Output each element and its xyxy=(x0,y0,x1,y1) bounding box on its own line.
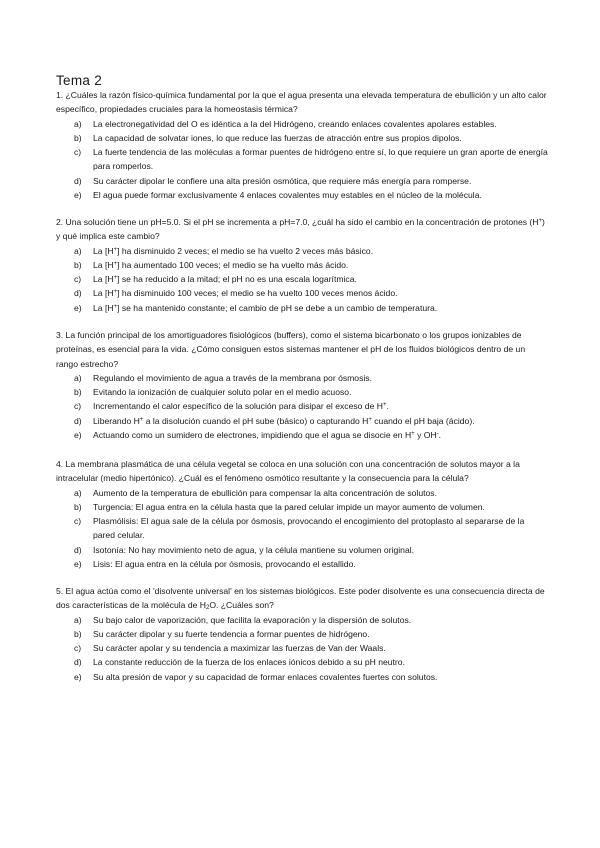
option-text: Turgencia: El agua entra en la célula hasta que la pared celular impide un mayor aumento de volumen. xyxy=(93,501,485,512)
option-text: Aumento de la temperatura de ebullición para compensar la alta concentración de solutos. xyxy=(93,487,437,498)
superscript: + xyxy=(139,416,144,423)
stem-text: 2. Una solución tiene un pH=5.0. Si el pH se incrementa a pH=7.0, ¿cuál ha sido el cambio en la concentración de protones (H xyxy=(56,217,539,227)
answer-option xyxy=(56,174,548,188)
question-stem xyxy=(56,584,548,613)
option-text: La capacidad de solvatar iones, lo que reduce las fuerzas de atracción entre sus propios dipolos. xyxy=(93,132,462,143)
option-text: La fuerte tendencia de las moléculas a formar puentes de hidrógeno entre sí, lo que requiere un gran aporte de energía para romperlos. xyxy=(93,147,548,172)
option-text: Su carácter dipolar le confiere una alta presión osmótica, que requiere más energía para romperse. xyxy=(93,175,472,186)
superscript: + xyxy=(411,431,415,438)
answer-option xyxy=(56,188,548,202)
option-letter: a) xyxy=(74,614,82,625)
option-text: y OH xyxy=(414,430,437,441)
option-letter: b) xyxy=(74,132,82,143)
option-letter: a) xyxy=(74,245,82,256)
option-letter: e) xyxy=(74,190,82,201)
document-title: Tema 2 xyxy=(56,73,103,88)
option-text: La [H xyxy=(93,259,114,270)
answer-option xyxy=(56,145,548,174)
option-text: La constante reducción de la fuerza de los enlaces iónicos debido a su pH neutro. xyxy=(93,657,405,668)
superscript: + xyxy=(382,402,387,409)
option-text: Su carácter dipolar y su fuerte tendencia a formar puentes de hidrógeno. xyxy=(93,628,370,639)
answer-option xyxy=(56,641,548,655)
question-4 xyxy=(56,457,548,571)
option-letter: a) xyxy=(74,372,82,383)
question-1 xyxy=(56,88,548,202)
option-text: La [H xyxy=(93,274,114,285)
option-letter: b) xyxy=(74,628,82,639)
option-text: Lisis: El agua entra en la célula por ósmosis, provocando el estallido. xyxy=(93,559,356,570)
option-letter: d) xyxy=(74,288,82,299)
option-text: Su carácter apolar y su tendencia a maximizar las fuerzas de Van der Waals. xyxy=(93,643,386,654)
question-stem xyxy=(56,215,548,244)
question-2 xyxy=(56,215,548,315)
answer-option xyxy=(56,670,548,684)
option-text: . xyxy=(386,401,389,412)
superscript: + xyxy=(113,275,118,282)
option-text: Su alta presión de vapor y su capacidad de formar enlaces covalentes fuertes con solutos. xyxy=(93,671,438,682)
answer-option xyxy=(56,399,548,413)
option-text: Actuando como un sumidero de electrones, impidiendo que el agua se disocie en H xyxy=(93,430,412,441)
answer-option xyxy=(56,514,548,543)
option-text: La [H xyxy=(93,288,114,299)
option-text: La [H xyxy=(93,245,114,256)
option-text: ] ha disminuido 100 veces; el medio se ha vuelto 100 veces menos ácido. xyxy=(117,288,398,299)
stem-text: O. ¿Cuáles son? xyxy=(209,600,274,611)
option-letter: e) xyxy=(74,302,82,313)
option-letter: c) xyxy=(74,643,82,654)
option-text: ] ha disminuido 2 veces; el medio se ha vuelto 2 veces más básico. xyxy=(117,245,374,256)
option-text: Liberando H xyxy=(93,415,140,426)
option-text: Plasmólisis: El agua sale de la célula por ósmosis, provocando el encogimiento del protoplasto al separarse de la pared celular. xyxy=(93,516,525,541)
superscript: + xyxy=(113,289,118,296)
option-text: Evitando la ionización de cualquier soluto polar en el medio acuoso. xyxy=(93,387,352,398)
answer-option xyxy=(56,258,548,272)
superscript: + xyxy=(538,218,542,224)
answer-option xyxy=(56,543,548,557)
option-text: ] se ha mantenido constante; el cambio de pH se debe a un cambio de temperatura. xyxy=(117,302,438,313)
answer-option xyxy=(56,414,548,428)
superscript: - xyxy=(436,431,439,438)
answer-option xyxy=(56,613,548,627)
option-letter: a) xyxy=(74,487,82,498)
option-letter: c) xyxy=(74,401,82,412)
answer-option xyxy=(56,486,548,500)
option-text: a la disolución cuando el pH sube (básico) o capturando H xyxy=(143,415,369,426)
option-letter: c) xyxy=(74,147,82,158)
subscript: 2 xyxy=(205,605,210,612)
option-text: cuando el pH baja (ácido). xyxy=(371,415,475,426)
answer-option xyxy=(56,371,548,385)
option-letter: e) xyxy=(74,430,82,441)
option-text: ] ha aumentado 100 veces; el medio se ha vuelto más ácido. xyxy=(117,259,349,270)
superscript: + xyxy=(368,416,372,423)
option-text: ] se ha reducido a la mitad; el pH no es una escala logarítmica. xyxy=(117,274,357,285)
answer-option xyxy=(56,286,548,300)
answer-option xyxy=(56,117,548,131)
answer-option xyxy=(56,131,548,145)
option-letter: a) xyxy=(74,118,82,129)
option-letter: d) xyxy=(74,415,82,426)
option-letter: d) xyxy=(74,544,82,555)
answer-option xyxy=(56,244,548,258)
superscript: + xyxy=(113,260,118,267)
option-letter: e) xyxy=(74,671,82,682)
option-text: La electronegatividad del O es idéntica a la del Hidrógeno, creando enlaces covalentes apolares estables. xyxy=(93,118,497,129)
option-text: La [H xyxy=(93,302,114,313)
superscript: + xyxy=(113,246,118,253)
question-stem: 4. La membrana plasmática de una célula vegetal se coloca en una solución con una concentración de solutos mayor a la intracelular (medio hipertónico). ¿Cuál es el fenómeno osmótico resultante y la consecuencia para la célula? xyxy=(56,459,520,484)
option-text: . xyxy=(438,430,442,441)
option-letter: e) xyxy=(74,559,82,570)
question-5 xyxy=(56,584,548,684)
stem-text: 5. El agua actúa como el 'disolvente universal' en los sistemas biológicos. Este poder disolvente es una consecuencia directa de dos características de la molécula de H xyxy=(56,586,545,611)
option-letter: b) xyxy=(74,387,82,398)
stem-text: ) y qué implica este cambio? xyxy=(56,217,545,242)
option-text: Isotonía: No hay movimiento neto de agua, y la célula mantiene su volumen original. xyxy=(93,544,415,555)
question-stem: 1. ¿Cuáles la razón físico-química fundamental por la que el agua presenta una elevada temperatura de ebullición y un alto calor específico, propiedades cruciales para la homeostasis térmica? xyxy=(56,90,547,115)
option-text: El agua puede formar exclusivamente 4 enlaces covalentes muy estables en el núcleo de la molécula. xyxy=(93,190,482,201)
option-letter: b) xyxy=(74,501,82,512)
option-text: Su bajo calor de vaporización, que facilita la evaporación y la dispersión de solutos. xyxy=(93,614,412,625)
option-letter: d) xyxy=(74,175,82,186)
option-letter: b) xyxy=(74,259,82,270)
answer-option xyxy=(56,385,548,399)
answer-option xyxy=(56,655,548,669)
option-letter: c) xyxy=(74,516,82,527)
option-text: Incrementando el calor específico de la solución para disipar el exceso de H xyxy=(93,401,383,412)
answer-option xyxy=(56,301,548,315)
option-letter: c) xyxy=(74,274,82,285)
answer-option xyxy=(56,428,548,442)
question-3 xyxy=(56,328,548,442)
option-text: Regulando el movimiento de agua a través de la membrana por ósmosis. xyxy=(93,372,372,383)
answer-option xyxy=(56,500,548,514)
answer-option xyxy=(56,557,548,571)
answer-option xyxy=(56,627,548,641)
question-stem: 3. La función principal de los amortiguadores fisiológicos (buffers), como el sistema bicarbonato o los grupos ionizables de proteínas, es esencial para la vida. ¿Cómo consiguen estos sistemas mantener el pH de los fluidos biológicos dentro de un rango estrecho? xyxy=(56,330,526,369)
answer-option xyxy=(56,272,548,286)
superscript: + xyxy=(113,303,118,310)
option-letter: d) xyxy=(74,657,82,668)
